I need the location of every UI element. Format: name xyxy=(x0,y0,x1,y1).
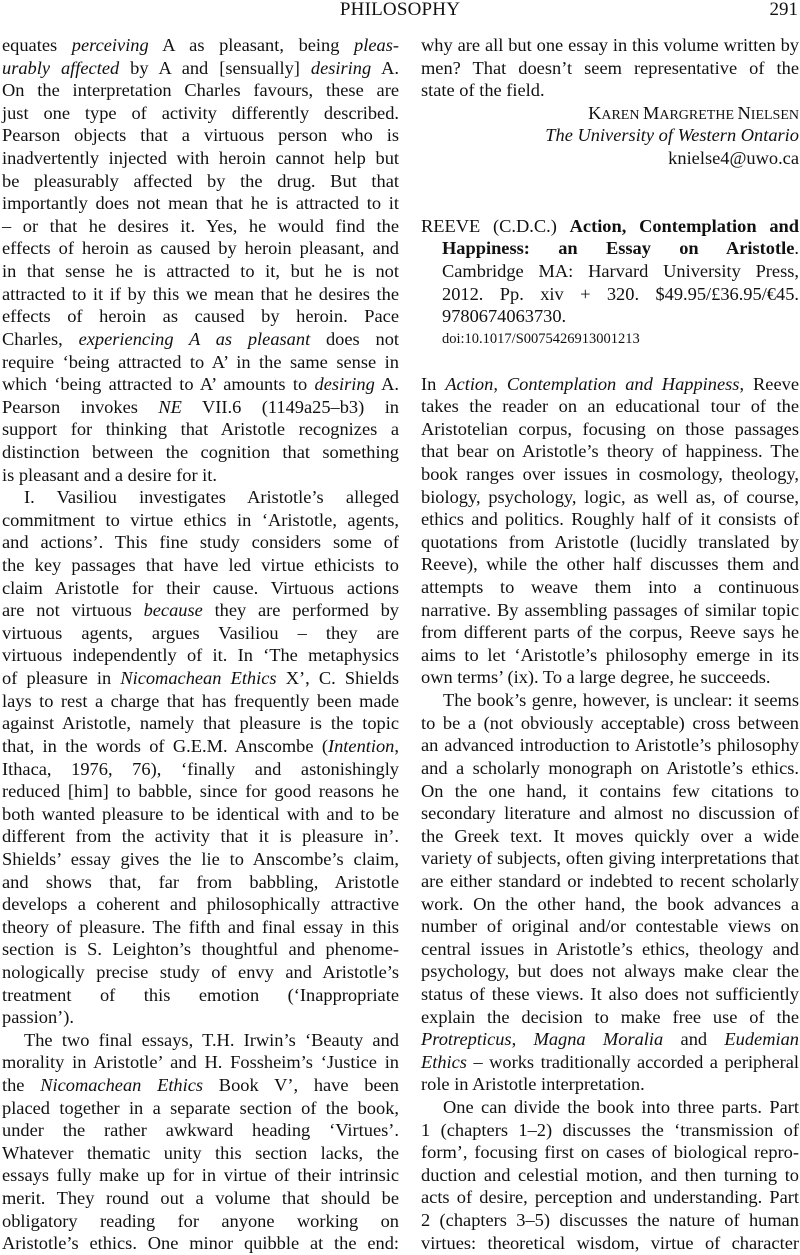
text-line: On the one hand, it contains few citations to xyxy=(421,780,799,801)
text-line: Aristotelian corpus, focusing on those passages xyxy=(421,418,799,439)
text-line: distinction between the cognition that something xyxy=(2,441,399,462)
reviewer-signature xyxy=(421,102,799,170)
text-line: reduced [him] to babble, since for good reasons he xyxy=(2,781,399,802)
text-line: effects of heroin as caused by heroin pleasant, and xyxy=(2,238,399,259)
left-column xyxy=(2,34,399,1255)
review-author: REEVE (C.D.C.) xyxy=(421,215,570,236)
text-line: treatment of this emotion (‘Inappropriate xyxy=(2,984,399,1005)
text-line: section is S. Leighton’s thoughtful and phenome- xyxy=(2,939,399,960)
reviewer-name: KAREN MARGRETHE NIELSEN xyxy=(588,102,799,123)
text-line: placed together in a separate section of the book, xyxy=(2,1097,399,1118)
text-line: the Nicomachean Ethics Book V’, have been xyxy=(2,1075,399,1096)
review-title-line: Happiness: an Essay on Aristotle. xyxy=(442,238,799,259)
paragraph xyxy=(421,1096,799,1254)
review-isbn: 9780674063730. xyxy=(442,306,567,327)
text-line: in that sense he is attracted to it, but he is not xyxy=(2,261,399,282)
text-line: – or that he desires it. Yes, he would find the xyxy=(2,215,399,236)
paragraph xyxy=(2,486,399,1029)
text-line: support for thinking that Aristotle recognizes a xyxy=(2,419,399,440)
text-line: Pearson invokes NE VII.6 (1149a25–b3) in xyxy=(2,396,399,417)
text-line: form’, focusing first on cases of biological repro- xyxy=(421,1142,799,1163)
paragraph xyxy=(421,34,799,102)
text-line: quotations from Aristotle (lucidly translated by xyxy=(421,531,799,552)
text-line: central issues in Aristotle’s ethics, theology and xyxy=(421,938,799,959)
text-line: I. Vasiliou investigates Aristotle’s alleged xyxy=(24,487,399,508)
text-line: is pleasant and a desire for it. xyxy=(2,464,217,485)
text-line: passion’). xyxy=(2,1007,75,1028)
text-line: an advanced introduction to Aristotle’s philosophy xyxy=(421,735,799,756)
text-line: status of these views. It also does not sufficiently xyxy=(421,983,799,1004)
text-line: In Action, Contemplation and Happiness, Reeve xyxy=(421,373,799,394)
text-line: of pleasure in Nicomachean Ethics X’, C. Shields xyxy=(2,668,400,689)
review-publisher: Cambridge MA: Harvard University Press, xyxy=(442,261,799,282)
text-line: Aristotle’s ethics. One minor quibble at the end: xyxy=(2,1233,399,1254)
text-line: Charles, experiencing A as pleasant does not xyxy=(2,328,399,349)
text-line: nologically precise study of envy and Aristotle’s xyxy=(2,961,399,982)
text-line: aims to let ‘Aristotle’s philosophy emerge in its xyxy=(421,644,799,665)
text-line: virtues: theoretical wisdom, virtue of character xyxy=(421,1232,799,1253)
text-line: essays fully make up for in virtue of their intrinsic xyxy=(2,1165,399,1186)
spacer xyxy=(421,350,799,373)
book-title: Action, Contemplation and xyxy=(569,215,799,236)
text-line: that bear on Aristotle’s theory of happiness. The xyxy=(421,441,799,462)
text-line: both wanted pleasure to be identical with and to be xyxy=(2,803,399,824)
text-line: Ithaca, 1976, 76), ‘finally and astonishingly xyxy=(2,758,399,779)
text-line: 2 (chapters 3–5) discusses the nature of human xyxy=(421,1210,799,1231)
text-line: Whatever thematic unity this section lacks, the xyxy=(2,1142,399,1163)
spacer xyxy=(421,192,799,215)
text-line: The book’s genre, however, is unclear: it seems xyxy=(443,690,799,711)
review-details: 2012. Pp. xiv + 320. $49.95/£36.95/€45. xyxy=(442,283,799,304)
text-line: psychology, but does not always make clear the xyxy=(421,961,799,982)
text-line: explain the decision to make free use of the xyxy=(421,1006,799,1027)
review-heading xyxy=(421,215,799,350)
paragraph xyxy=(421,373,799,690)
text-line: duction and celestial motion, and then turning to xyxy=(421,1164,799,1185)
page-header xyxy=(0,0,800,22)
text-line: men? That doesn’t seem representative of the xyxy=(421,57,799,78)
text-line: attracted to it if by this we mean that he desires the xyxy=(2,283,399,304)
text-line: attempts to weave them into a continuous xyxy=(421,577,799,598)
text-line: ethics and politics. Roughly half of it consists of xyxy=(421,509,799,530)
text-line: Pearson objects that a virtuous person who is xyxy=(2,125,399,146)
text-line: takes the reader on an educational tour of the xyxy=(421,396,799,417)
text-line: state of the field. xyxy=(421,80,545,101)
text-line: acts of desire, perception and understanding. Part xyxy=(421,1187,799,1208)
text-line: role in Aristotle interpretation. xyxy=(421,1074,645,1095)
text-line: the Greek text. It moves quickly over a wide xyxy=(421,825,799,846)
right-column xyxy=(421,34,799,1254)
paragraph xyxy=(2,34,399,486)
text-line: different from the activity that it is pleasure in’. xyxy=(2,826,399,847)
text-line: and a scholarly monograph on Aristotle’s ethics. xyxy=(421,757,799,778)
text-line: urably affected by A and [sensually] desiring A. xyxy=(2,57,399,78)
text-line: On the interpretation Charles favours, these are xyxy=(2,80,399,101)
text-line: that, in the words of G.E.M. Anscombe (Intention, xyxy=(2,735,399,756)
text-line: against Aristotle, namely that pleasure is the topic xyxy=(2,713,399,734)
text-line: theory of pleasure. The fifth and final essay in this xyxy=(2,916,399,937)
reviewer-affiliation: The University of Western Ontario xyxy=(545,125,799,146)
text-line: The two final essays, T.H. Irwin’s ‘Beauty and xyxy=(24,1029,399,1050)
text-line: inadvertently injected with heroin cannot help but xyxy=(2,148,399,169)
text-line: and shows that, far from babbling, Aristotle xyxy=(2,871,399,892)
running-head: PHILOSOPHY xyxy=(339,0,461,20)
book-title: Happiness: an Essay on Aristotle xyxy=(442,238,795,259)
text-line: to be a (not obviously acceptable) cross between xyxy=(421,712,799,733)
text-line: merit. They round out a volume that should be xyxy=(2,1188,399,1209)
text-line: Ethics – works traditionally accorded a peripheral xyxy=(421,1051,799,1072)
text-line: own terms’ (ix). To a large degree, he succeeds. xyxy=(421,667,771,688)
page-number: 291 xyxy=(769,0,798,20)
text-line: lays to rest a charge that has frequently been made xyxy=(2,690,399,711)
text-line: work. On the other hand, the book advances a xyxy=(421,893,799,914)
text-line: under the rather awkward heading ‘Virtues’. xyxy=(2,1120,399,1141)
text-line: the key passages that have led virtue ethicists to xyxy=(2,555,399,576)
text-line: obligatory reading for anyone working on xyxy=(2,1210,399,1231)
text-line: 1 (chapters 1–2) discusses the ‘transmission of xyxy=(421,1119,799,1140)
text-line: One can divide the book into three parts. Part xyxy=(443,1097,799,1118)
text-line: from different parts of the corpus, Reeve says he xyxy=(421,622,799,643)
paragraph xyxy=(421,689,799,1096)
text-line: which ‘being attracted to A’ amounts to desiring A. xyxy=(2,374,399,395)
text-line: Reeve), while the other half discusses them and xyxy=(421,554,799,575)
text-line: virtuous agents, argues Vasiliou – they are xyxy=(2,622,399,643)
text-line: secondary literature and almost no discussion of xyxy=(421,803,799,824)
text-line: narrative. By assembling passages of similar topic xyxy=(421,599,799,620)
text-line: why are all but one essay in this volume written by xyxy=(421,35,799,55)
text-line: be pleasurably affected by the drug. But that xyxy=(2,170,399,191)
text-line: book ranges over issues in cosmology, theology, xyxy=(421,463,799,484)
spacer xyxy=(421,170,799,193)
text-line: are either standard or indebted to recent scholarly xyxy=(421,870,799,891)
text-line: and actions’. This fine study considers some of xyxy=(2,532,399,553)
text-line: equates perceiving A as pleasant, being pleas- xyxy=(2,35,399,55)
reviewer-email[interactable]: knielse4@uwo.ca xyxy=(668,148,799,169)
text-line: develops a coherent and philosophically attractive xyxy=(2,894,399,915)
text-line: are not virtuous because they are performed by xyxy=(2,600,399,621)
text-line: morality in Aristotle’ and H. Fossheim’s ‘Justice in xyxy=(2,1052,399,1073)
text-line: effects of heroin as caused by heroin. Pace xyxy=(2,306,399,327)
review-doi[interactable]: doi:10.1017/S0075426913001213 xyxy=(442,330,640,347)
text-line: claim Aristotle for their cause. Virtuous actions xyxy=(2,577,399,598)
text-line: Protrepticus, Magna Moralia and Eudemian xyxy=(421,1029,799,1050)
text-line: Shields’ essay gives the lie to Anscombe’s claim, xyxy=(2,848,399,869)
text-line: number of original and/or contestable views on xyxy=(421,916,799,937)
text-line: virtuous independently of it. In ‘The metaphysics xyxy=(2,645,399,666)
text-line: biology, psychology, logic, as well as, of course, xyxy=(421,486,799,507)
text-line: require ‘being attracted to A’ in the same sense in xyxy=(2,351,399,372)
review-title-line xyxy=(421,215,799,238)
paragraph xyxy=(2,1029,399,1255)
text-line: just one type of activity differently described. xyxy=(2,102,399,123)
text-line: commitment to virtue ethics in ‘Aristotle, agents, xyxy=(2,509,399,530)
text-line: variety of subjects, often giving interpretations that xyxy=(421,848,799,869)
text-line: importantly does not mean that he is attracted to it xyxy=(2,193,399,214)
